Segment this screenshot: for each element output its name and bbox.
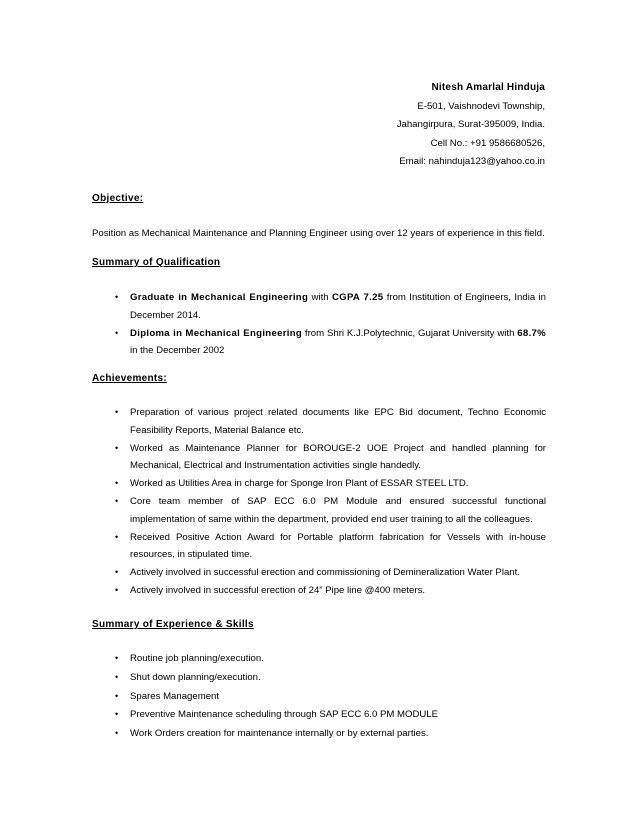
- bullet-icon: •: [115, 567, 119, 578]
- objective-heading: Objective:: [92, 193, 144, 204]
- list-item: [0, 475, 546, 493]
- achievement-text: Worked as Maintenance Planner for BOROUGE-2 UOE Project and handled planning for Mechanical, Electrical and Instrumentation activities single handedly.: [130, 442, 546, 472]
- list-item: [0, 325, 546, 361]
- skill-text: Routine job planning/execution.: [130, 653, 264, 664]
- achievement-text: Worked as Utilities Area in charge for Sponge Iron Plant of ESSAR STEEL LTD.: [130, 478, 469, 490]
- bullet-icon: •: [115, 292, 119, 302]
- list-item: [0, 582, 546, 600]
- contact-block: [397, 79, 545, 172]
- bullet-icon: •: [115, 407, 119, 417]
- bullet-icon: •: [115, 584, 119, 595]
- bullet-icon: •: [115, 690, 119, 701]
- bullet-icon: •: [115, 531, 119, 542]
- qualification-degree: Diploma in Mechanical Engineering: [130, 327, 303, 339]
- qualification-score: CGPA 7.25: [331, 292, 384, 303]
- bullet-icon: •: [115, 327, 119, 338]
- address-line-1: E-501, Vaishnodevi Township,: [417, 100, 545, 112]
- skill-text: Shut down planning/execution.: [130, 671, 261, 683]
- achievements-list: [0, 404, 546, 600]
- bullet-icon: •: [115, 728, 119, 739]
- achievement-text: Actively involved in successful erection of 24” Pipe line @400 meters.: [130, 584, 426, 596]
- qualification-list: [0, 289, 546, 360]
- bullet-icon: •: [115, 478, 119, 489]
- cell-number: Cell No.: +91 9586680526,: [430, 137, 545, 149]
- bullet-icon: •: [115, 653, 119, 663]
- address-line-2: Jahangirpura, Surat-395009, India.: [396, 119, 545, 131]
- qualification-heading: Summary of Qualification: [92, 257, 221, 268]
- qualification-degree: Graduate in Mechanical Engineering: [130, 292, 309, 303]
- qualification-text: in the December 2002: [130, 345, 225, 357]
- list-item: [0, 688, 546, 706]
- list-item: [0, 493, 546, 529]
- list-item: [0, 289, 546, 325]
- experience-list: [0, 650, 546, 744]
- bullet-icon: •: [115, 671, 119, 682]
- email-address: Email: nahinduja123@yahoo.co.in: [399, 156, 545, 168]
- qualification-text: from Shri K.J.Polytechnic, Gujarat University with: [302, 327, 518, 339]
- objective-text: Position as Mechanical Maintenance and Planning Engineer using over 12 years of experience in this field.: [92, 228, 545, 239]
- bullet-icon: •: [115, 442, 119, 453]
- skill-text: Preventive Maintenance scheduling through SAP ECC 6.0 PM MODULE: [130, 709, 439, 721]
- achievements-heading: Achievements:: [92, 373, 168, 384]
- list-item: [0, 650, 546, 668]
- list-item: [0, 564, 546, 582]
- candidate-name: Nitesh Amarlal Hinduja: [431, 82, 545, 93]
- skill-text: Spares Management: [130, 690, 220, 702]
- list-item: [0, 669, 546, 687]
- qualification-text: with: [308, 292, 332, 303]
- achievement-text: Actively involved in successful erection and commissioning of Demineralization Water Plant.: [130, 567, 520, 579]
- skill-text: Work Orders creation for maintenance internally or by external parties.: [130, 728, 429, 740]
- bullet-icon: •: [115, 495, 119, 506]
- list-item: [0, 404, 546, 440]
- achievement-text: Preparation of various project related documents like EPC Bid document, Techno Economic Feasibility Reports, Material Balance etc.: [130, 407, 546, 436]
- experience-heading: Summary of Experience & Skills: [92, 619, 254, 630]
- bullet-icon: •: [115, 709, 119, 720]
- achievement-text: Core team member of SAP ECC 6.0 PM Module and ensured successful functional implementation of same within the department, provided end user training to all the colleagues.: [130, 495, 546, 525]
- list-item: [0, 725, 546, 743]
- list-item: [0, 440, 546, 476]
- qualification-score: 68.7%: [517, 327, 546, 339]
- qualification-text: from Institution of Engineers, India in December 2014.: [130, 292, 546, 321]
- achievement-text: Received Positive Action Award for Portable platform fabrication for Vessels with in-house resources, in stipulated time.: [130, 531, 546, 561]
- list-item: [0, 706, 546, 724]
- list-item: [0, 529, 546, 565]
